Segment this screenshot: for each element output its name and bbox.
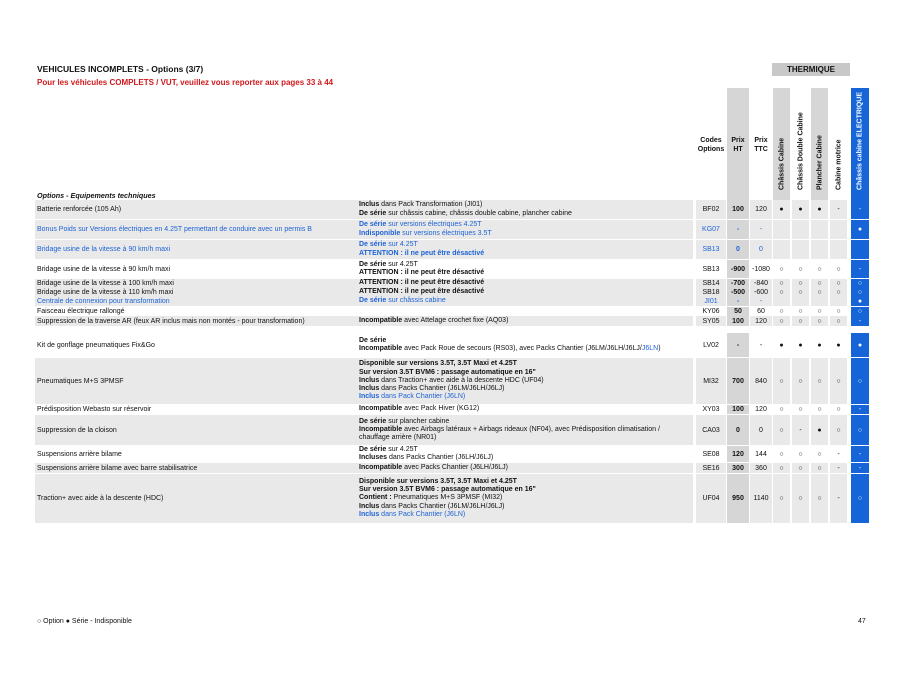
description-segment: Incompatible [359,316,403,324]
price-ttc: 120 [750,200,772,219]
price-ttc: 60 [757,308,765,315]
description-segment: avec Pack Roue de secours (RS03), avec Packs Chantier (J6LM/J6LH/J6LJ/ [402,345,642,352]
availability-chassis-double-cabine: ○ [798,450,803,458]
description-segment: sur 4.25T [386,445,418,453]
availability-electrique: ● [851,220,869,239]
chassis-cabine-header: Châssis Cabine [778,137,785,190]
availability-chassis-double-cabine: ● [792,200,809,219]
price-ht: -900 [727,260,749,278]
description-line [359,418,693,426]
option-description [357,200,693,219]
availability-chassis-double-cabine: ○ [792,279,809,288]
price-ht: 300 [727,463,749,473]
availability-electrique: - [851,200,869,219]
page-title: VEHICULES INCOMPLETS - Options (3/7) [37,64,204,74]
description-segment: dans Pack Chantier (J6LN) [379,510,466,518]
description-segment: Inclus [359,201,380,209]
price-ht: 700 [727,358,749,404]
option-label: Suppression de la cloison [35,415,357,445]
price-ht: 100 [727,405,749,414]
availability-electrique: ○ [851,279,869,288]
table-row [0,200,906,219]
option-description [357,474,693,523]
price-ht: - [727,220,749,239]
availability-electrique: - [851,260,869,278]
description-segment: Indisponible [359,229,401,237]
description-segment: Incompatible [359,425,403,433]
table-row [0,405,906,414]
description-line [359,434,693,442]
availability-chassis-cabine: ○ [773,316,790,326]
price-ht: - [727,297,749,306]
price-ht: 100 [727,316,749,326]
option-description [357,446,693,462]
availability-chassis-double-cabine: ○ [792,358,809,404]
availability-chassis-cabine: ○ [773,279,790,288]
description-line [359,446,693,454]
price-ht: 950 [727,474,749,523]
price-ht: 0 [727,240,749,259]
legend: ○ Option ● Série - Indisponible [37,618,132,625]
price-ht: 120 [727,446,749,462]
option-label: Centrale de connexion pour transformation [35,297,357,306]
description-line [359,250,693,258]
availability-chassis-cabine: ○ [779,406,784,413]
description-line [359,385,693,393]
cabine-motrice-header: Cabine motrice [835,139,842,190]
description-segment: avec Packs Chantier (J6LH/J6LJ) [402,463,509,471]
price-ttc: - [750,220,772,239]
description-line [359,279,693,287]
description-segment: De série [359,336,387,344]
description-segment: Inclus [359,393,380,401]
availability-plancher-cabine [811,297,828,306]
price-ttc: 120 [750,316,772,326]
availability-cabine-motrice: ○ [836,265,841,273]
availability-plancher-cabine: ○ [817,265,822,273]
description-line [359,345,693,353]
row-divider [35,523,869,524]
description-line [359,201,693,209]
availability-chassis-cabine [773,220,790,239]
option-label: Pneumatiques M+S 3PMSF [35,358,357,404]
option-code: MI32 [696,358,726,404]
availability-cabine-motrice: - [830,200,847,219]
description-line [359,210,693,218]
availability-chassis-cabine: ○ [779,450,784,458]
availability-cabine-motrice: ○ [830,288,847,297]
availability-electrique: ○ [851,288,869,297]
description-segment: dans Traction+ avec aide à la descente HDC (UF04) [379,376,544,384]
option-code: UF04 [696,474,726,523]
option-description [357,333,693,357]
description-segment: dans Pack Transformation (JI01) [379,201,483,209]
description-segment: De série [359,297,387,305]
description-segment: Incompatible [359,345,403,352]
price-ttc: -1080 [752,265,770,273]
option-code: SB14 [696,279,726,288]
option-description [357,279,693,288]
option-label: Traction+ avec aide à la descente (HDC) [35,474,357,523]
price-ttc: 0 [750,415,772,445]
availability-chassis-cabine: ○ [779,265,784,273]
price-ht: - [727,333,749,357]
price-ttc: 120 [755,406,767,413]
availability-electrique: ○ [851,358,869,404]
price-ttc: -840 [750,279,772,288]
availability-chassis-cabine: ○ [773,415,790,445]
description-segment: sur 4.25T [386,260,418,268]
availability-cabine-motrice: ○ [836,308,841,315]
description-segment: avec Attelage crochet fixe (AQ03) [402,316,509,324]
price-ttc: 0 [750,240,772,259]
availability-plancher-cabine: ○ [811,316,828,326]
description-segment: sur plancher cabine [386,417,450,425]
option-label: Bonus Poids sur Versions électriques en 4.25T permettant de conduire avec un permis B [35,220,357,239]
table-row [0,240,906,259]
availability-chassis-double-cabine: ○ [792,288,809,297]
availability-cabine-motrice [830,220,847,239]
description-line [359,241,693,249]
availability-chassis-double-cabine: ○ [792,316,809,326]
availability-cabine-motrice [830,240,847,259]
description-segment: dans Packs Chantier (J6LM/J6LH/J6LJ) [379,385,505,393]
availability-chassis-cabine: ○ [773,463,790,473]
page-subtitle: Pour les véhicules COMPLETS / VUT, veuillez vous reporter aux pages 33 à 44 [37,78,334,87]
description-line [359,393,693,401]
description-segment: J6LN [641,345,659,352]
description-line [359,478,693,486]
availability-electrique: ● [851,333,869,357]
availability-cabine-motrice: ○ [830,415,847,445]
table-row [0,415,906,445]
description-segment: Inclus [359,510,380,518]
availability-electrique: - [851,446,869,462]
option-description [357,220,693,239]
description-segment: Inclus [359,385,380,393]
option-label: Suppression de la traverse AR (feux AR inclus mais non montés - pour transformation) [35,316,357,326]
availability-cabine-motrice: - [830,474,847,523]
option-description [357,316,693,326]
price-ttc: 840 [750,358,772,404]
availability-chassis-cabine [773,240,790,259]
table-row [0,358,906,404]
option-description [357,297,693,306]
option-label: Bridage usine de la vitesse à 110 km/h maxi [35,288,357,297]
description-segment: De série [359,260,387,268]
codes-options-header: Codes Options [697,137,725,153]
option-description [357,260,693,278]
availability-chassis-double-cabine [792,220,809,239]
option-description [357,405,693,414]
availability-plancher-cabine: ○ [811,463,828,473]
table-row [0,297,906,306]
option-label: Prédisposition Webasto sur réservoir [37,406,152,413]
table-row [0,260,906,278]
description-segment: Contient : [359,494,392,502]
description-segment: ) [658,345,661,352]
availability-chassis-double-cabine [792,240,809,259]
description-line [359,369,693,377]
price-ttc: 1140 [750,474,772,523]
availability-plancher-cabine: ○ [817,406,822,413]
availability-cabine-motrice: ○ [836,406,841,413]
price-ht: -500 [727,288,749,297]
availability-electrique: ○ [851,474,869,523]
description-line [359,360,693,368]
prix-ht-header: Prix HT [731,137,745,153]
description-segment: De série [359,241,387,249]
availability-electrique [851,240,869,259]
availability-chassis-cabine: ● [779,341,784,349]
option-label: Batterie renforcée (105 Ah) [35,200,357,219]
availability-plancher-cabine: ○ [817,450,822,458]
availability-plancher-cabine: ○ [811,279,828,288]
description-segment: Disponible sur versions 3.5T, 3.5T Maxi et 4.25T [359,477,517,485]
description-segment: dans Packs Chantier (J6LH/J6LJ) [387,454,494,461]
description-line [359,230,693,238]
description-segment: dans Packs Chantier (J6LM/J6LH/J6LJ) [379,502,505,510]
option-description [357,307,693,316]
table-row [0,474,906,523]
row-divider [35,326,869,327]
availability-cabine-motrice: ○ [830,358,847,404]
availability-cabine-motrice: ○ [830,316,847,326]
description-line [359,511,693,519]
description-line [359,494,693,502]
availability-electrique: - [851,316,869,326]
option-description [357,240,693,259]
option-description [357,415,693,445]
option-label: Bridage usine de la vitesse à 100 km/h maxi [35,279,357,288]
description-segment: Incluses [359,454,388,461]
description-line [359,405,693,413]
availability-plancher-cabine [811,220,828,239]
option-code: BF02 [696,200,726,219]
price-ht: 100 [727,200,749,219]
description-segment: De série [359,209,387,217]
description-line [359,261,693,269]
table-row [0,463,906,473]
description-segment: sur châssis cabine, châssis double cabine, plancher cabine [386,209,572,217]
price-ttc: 360 [750,463,772,473]
description-line [359,337,693,345]
price-ttc: -600 [750,288,772,297]
thermique-label: THERMIQUE [772,63,850,76]
option-description [357,463,693,473]
description-segment: Pneumatiques M+S 3PMSF (MI32) [391,494,503,502]
plancher-cabine-header: Plancher Cabine [816,135,823,190]
option-code: SE08 [702,450,720,458]
description-line [359,288,693,296]
option-label: Bridage usine de la vitesse à 90 km/h maxi [35,240,357,259]
description-segment: ATTENTION : il ne peut être désactivé [359,288,485,296]
description-line [359,269,693,277]
description-segment: De série [359,417,387,425]
table-row [0,279,906,288]
option-label: Kit de gonflage pneumatiques Fix&Go [37,341,155,349]
availability-chassis-cabine: ○ [773,288,790,297]
option-code: KG07 [696,220,726,239]
availability-cabine-motrice: ○ [830,279,847,288]
option-label: Suspensions arrière bilame avec barre stabilisatrice [35,463,357,473]
availability-plancher-cabine: ○ [811,358,828,404]
table-row [0,333,906,357]
description-line [359,486,693,494]
price-ht: 0 [727,415,749,445]
description-segment: Sur version 3.5T BVM6 : passage automatique en 16" [359,486,536,494]
description-line [359,377,693,385]
description-segment: ATTENTION : il ne peut être désactivé [359,279,485,287]
table-row [0,316,906,326]
availability-chassis-cabine: ○ [779,308,784,315]
availability-plancher-cabine: ○ [811,288,828,297]
option-code: CA03 [696,415,726,445]
availability-plancher-cabine: ● [811,200,828,219]
availability-chassis-double-cabine: ○ [792,463,809,473]
availability-chassis-cabine: ○ [773,358,790,404]
description-segment: ATTENTION : il ne peut être désactivé [359,249,485,257]
description-line [359,297,693,305]
option-code: SB13 [696,240,726,259]
availability-chassis-double-cabine [792,297,809,306]
description-segment: sur versions électriques 3.5T [400,229,492,237]
description-segment: De série [359,221,387,229]
availability-electrique: ○ [851,415,869,445]
price-ht: 50 [727,307,749,316]
availability-plancher-cabine [811,240,828,259]
availability-chassis-double-cabine: ○ [798,265,803,273]
availability-chassis-double-cabine: ○ [792,474,809,523]
table-row [0,446,906,462]
description-segment: Incompatible [359,463,403,471]
price-ht: -700 [727,279,749,288]
description-line [359,221,693,229]
description-segment: sur 4.25T [386,241,418,249]
option-code: JI01 [696,297,726,306]
availability-chassis-double-cabine: ● [798,341,803,349]
availability-cabine-motrice: ● [836,341,841,349]
table-row [0,288,906,297]
description-segment: sur châssis cabine [386,297,446,305]
option-code: LV02 [703,341,719,349]
description-line [359,426,693,434]
description-segment: De série [359,445,387,453]
price-ttc: - [759,341,763,349]
description-segment: chauffage arrière (NR01) [359,434,437,442]
description-segment: avec Pack Hiver (KG12) [402,405,480,413]
price-ttc: 144 [755,450,767,458]
option-label: Faisceau électrique rallongé [37,308,125,315]
availability-plancher-cabine: ● [817,341,822,349]
electrique-header: Châssis cabine ELECTRIQUE [856,91,864,190]
chassis-double-cabine-header: Châssis Double Cabine [797,112,804,190]
description-segment: Inclus [359,502,380,510]
description-segment: avec Airbags latéraux + Airbags rideaux (NF04), avec Prédisposition climatisation / [402,425,660,433]
description-line [359,317,693,325]
option-code: SB18 [696,288,726,297]
price-ttc: - [750,297,772,306]
option-description [357,288,693,297]
availability-electrique: - [851,463,869,473]
availability-plancher-cabine: ○ [811,474,828,523]
availability-plancher-cabine: ○ [817,308,822,315]
description-line [359,464,693,472]
description-segment: Sur version 3.5T BVM6 : passage automatique en 16" [359,368,536,376]
section-title: Options - Equipements techniques [37,191,156,200]
prix-ttc-header: Prix TTC [754,137,768,153]
availability-chassis-cabine [773,297,790,306]
description-segment: ATTENTION : il ne peut être désactivé [359,269,485,276]
option-label: Bridage usine de la vitesse à 90 km/h maxi [37,265,171,273]
option-code: XY03 [702,406,720,413]
description-segment: sur versions électriques 4.25T [386,221,482,229]
description-segment: Incompatible [359,405,403,413]
description-segment: Disponible sur versions 3.5T, 3.5T Maxi et 4.25T [359,360,517,368]
availability-electrique: - [851,405,869,414]
option-code: SB13 [702,265,720,273]
availability-electrique: ● [851,297,869,306]
page-number: 47 [858,618,866,625]
table-row [0,220,906,239]
table-row [0,307,906,316]
availability-chassis-double-cabine: - [792,415,809,445]
availability-plancher-cabine: ● [811,415,828,445]
option-code: SE16 [696,463,726,473]
availability-electrique: ○ [851,307,869,316]
availability-cabine-motrice [830,297,847,306]
option-description [357,358,693,404]
description-segment: dans Pack Chantier (J6LN) [379,393,466,401]
description-segment: Inclus [359,376,380,384]
availability-chassis-cabine: ○ [773,474,790,523]
description-line [359,503,693,511]
availability-chassis-double-cabine: ○ [798,406,803,413]
availability-cabine-motrice: - [830,463,847,473]
option-code: KY06 [702,308,720,315]
availability-chassis-double-cabine: ○ [798,308,803,315]
option-code: SY05 [696,316,726,326]
availability-chassis-cabine: ● [773,200,790,219]
availability-cabine-motrice: - [837,450,840,458]
option-label: Suspensions arrière bilame [37,450,122,458]
